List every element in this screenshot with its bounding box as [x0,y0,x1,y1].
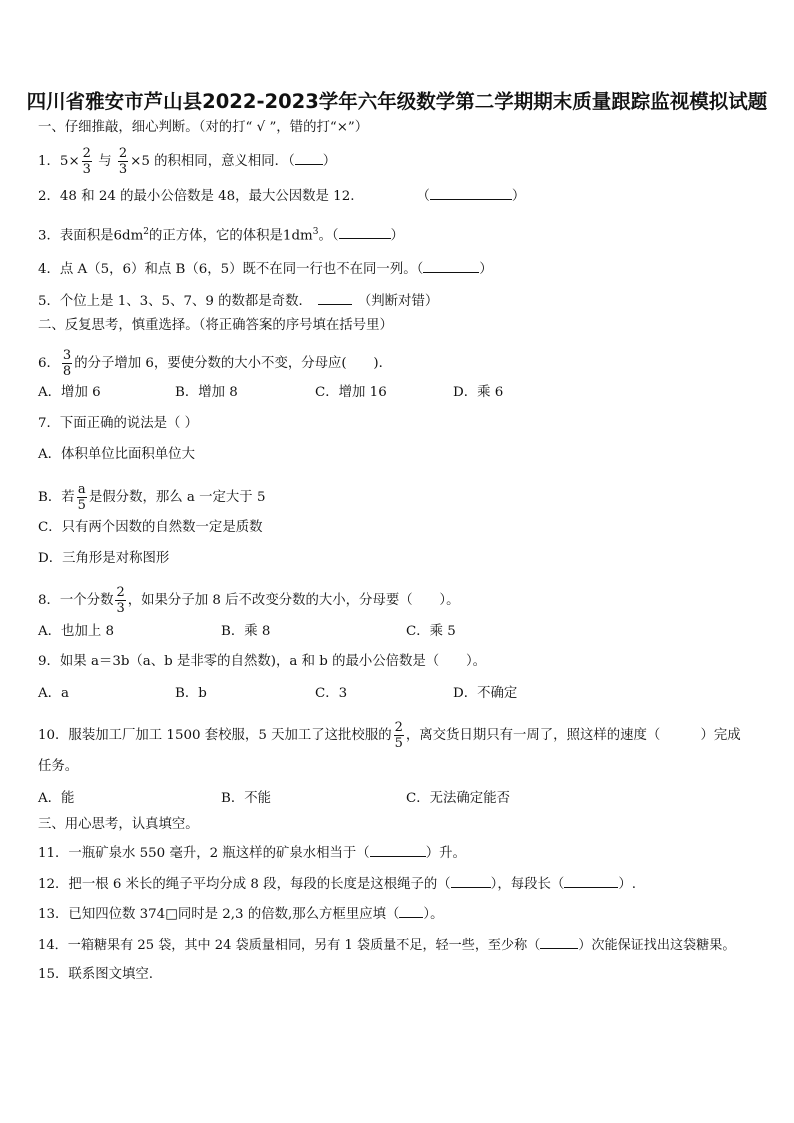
answer-blank[interactable] [564,873,618,888]
answer-blank[interactable] [370,842,426,857]
q6-option-d[interactable]: D．乘 6 [453,385,504,400]
question-11: 11．一瓶矿泉水 550 毫升，2 瓶这样的矿泉水相当于（ ）升。 [38,842,466,864]
q7-option-b[interactable]: B．若 $\frac{a}{5}$ 是假分数，那么 a 一定大于 5 [38,482,266,513]
q7-option-c[interactable]: C．只有两个因数的自然数一定是质数 [38,520,263,535]
q7-option-a[interactable]: A．体积单位比面积单位大 [38,447,195,462]
question-13: 13．已知四位数 374□同时是 2,3 的倍数,那么方框里应填（ ）。 [38,903,443,925]
section-3-heading: 三、用心思考，认真填空。 [38,817,199,832]
question-15: 15．联系图文填空. [38,967,154,982]
q6-option-a[interactable]: A．增加 6 [38,385,101,400]
q9-option-a[interactable]: A．a [38,686,70,701]
q10-option-a[interactable]: A．能 [38,791,75,806]
q8-option-c[interactable]: C．乘 5 [406,624,456,639]
question-3: 3．表面积是$6dm^2$的正方体，它的体积是$1dm^3$。（ ） [38,222,404,246]
fraction-two-fifths: $\frac{2}{5}$ [394,720,403,751]
question-1: 1．5× $\frac{2}{3}$ 与 $\frac{2}{3}$ ×5 的积相同，意义相同．（ ） [38,146,337,177]
answer-blank[interactable] [451,873,491,888]
question-5: 5．个位上是 1、3、5、7、9 的数都是奇数． （判断对错） [38,290,438,312]
q10-option-b[interactable]: B．不能 [221,791,272,806]
section-1-heading: 一、仔细推敲，细心判断。（对的打“ √ ”，错的打“×”） [38,120,369,135]
answer-blank[interactable] [339,224,391,239]
question-6: 6． $\frac{3}{8}$ 的分子增加 6，要使分数的大小不变，分母应( )． [38,348,393,379]
answer-blank[interactable] [399,903,423,918]
q9-option-c[interactable]: C．3 [315,686,348,701]
q9-option-b[interactable]: B．b [175,686,207,701]
question-8: 8．一个分数 $\frac{2}{3}$ ，如果分子加 8 后不改变分数的大小，分母要（ ）。 [38,585,460,616]
page-title: 四川省雅安市芦山县2022-2023学年六年级数学第二学期期末质量跟踪监视模拟试题 [26,90,768,113]
question-14: 14．一箱糖果有 25 袋，其中 24 袋质量相同，另有 1 袋质量不足，轻一些，至少称（ ）次能保证找出这袋糖果。 [38,934,735,956]
fraction-a-fifths: $\frac{a}{5}$ [77,482,86,513]
question-4: 4．点 A（5，6）和点 B（6，5）既不在同一行也不在同一列。（ ） [38,258,493,280]
question-12: 12．把一根 6 米长的绳子平均分成 8 段，每段的长度是这根绳子的（ ），每段长（ ）. [38,873,636,895]
answer-blank[interactable] [540,934,578,949]
answer-blank[interactable] [318,290,352,305]
q9-option-d[interactable]: D．不确定 [453,686,518,701]
q10-option-c[interactable]: C．无法确定能否 [406,791,510,806]
q8-option-a[interactable]: A．也加上 8 [38,624,115,639]
question-7: 7．下面正确的说法是（ ） [38,416,199,431]
fraction-three-eighths: $\frac{3}{8}$ [62,348,72,379]
fraction-two-thirds: $\frac{2}{3}$ [82,146,91,177]
question-2: 2．48 和 24 的最小公倍数是 48，最大公因数是 12. （ ） [38,185,525,207]
answer-blank[interactable] [430,185,512,200]
q8-option-b[interactable]: B．乘 8 [221,624,271,639]
section-2-heading: 二、反复思考，慎重选择。（将正确答案的序号填在括号里） [38,318,393,333]
question-9: 9．如果 a＝3b（a、b 是非零的自然数)，a 和 b 的最小公倍数是（ ）。 [38,654,487,669]
q6-option-c[interactable]: C．增加 16 [315,385,387,400]
question-10: 10．服装加工厂加工 1500 套校服，5 天加工了这批校服的 $\frac{2}{5}$ ，离交货日期只有一周了，照这样的速度（ ）完成 [38,720,741,751]
fraction-two-thirds: $\frac{2}{3}$ [118,146,128,177]
question-10-continued: 任务。 [38,759,79,774]
answer-blank[interactable] [423,258,479,273]
fraction-two-thirds: $\frac{2}{3}$ [116,585,125,616]
q7-option-d[interactable]: D．三角形是对称图形 [38,551,170,566]
answer-blank[interactable] [295,150,323,165]
q6-option-b[interactable]: B．增加 8 [175,385,238,400]
